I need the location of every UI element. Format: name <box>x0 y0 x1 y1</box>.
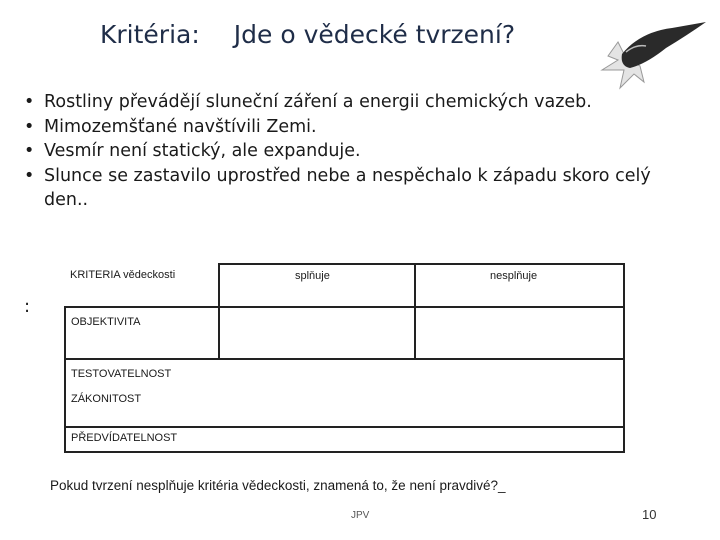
title-question: Jde o vědecké tvrzení? <box>233 20 516 49</box>
header-meets: splňuje <box>295 270 330 282</box>
slide-title <box>100 20 600 49</box>
statement-item: • Mimozemšťané navštívili Zemi. <box>24 115 684 140</box>
question-footer: Pokud tvrzení nesplňuje kritéria vědeckosti, znamená to, že není pravdivé?_ <box>50 478 506 493</box>
row-divider <box>66 358 623 360</box>
statement-list <box>24 90 684 213</box>
colon-mark: : <box>24 296 31 317</box>
header-criteria: KRITERIA vědeckosti <box>70 269 176 281</box>
meteor-logo-icon <box>600 14 710 92</box>
header-cell-criteria <box>64 263 218 308</box>
title-label: Kritéria: <box>100 20 200 49</box>
statement-item: • Vesmír není statický, ale expanduje. <box>24 139 684 164</box>
criteria-table <box>64 263 625 453</box>
author-initials: JPV <box>351 510 370 521</box>
statement-item: • Rostliny převádějí sluneční záření a energii chemických vazeb. <box>24 90 684 115</box>
header-not-meets: nesplňuje <box>490 270 538 282</box>
page-number: 10 <box>642 507 657 522</box>
col-divider <box>218 308 220 358</box>
criterion-label: OBJEKTIVITA <box>71 316 141 328</box>
header-cell-not-meets <box>414 263 625 308</box>
criterion-label: PŘEDVÍDATELNOST <box>71 432 178 444</box>
criteria-body-grid <box>64 306 625 453</box>
header-cell-meets <box>218 263 416 308</box>
criterion-label: TESTOVATELNOST <box>71 368 172 380</box>
row-divider <box>66 426 623 428</box>
statement-item: • Slunce se zastavilo uprostřed nebe a nespěchalo k západu skoro celý den.. <box>24 164 684 213</box>
criterion-label: ZÁKONITOST <box>71 393 142 405</box>
col-divider <box>414 308 416 358</box>
